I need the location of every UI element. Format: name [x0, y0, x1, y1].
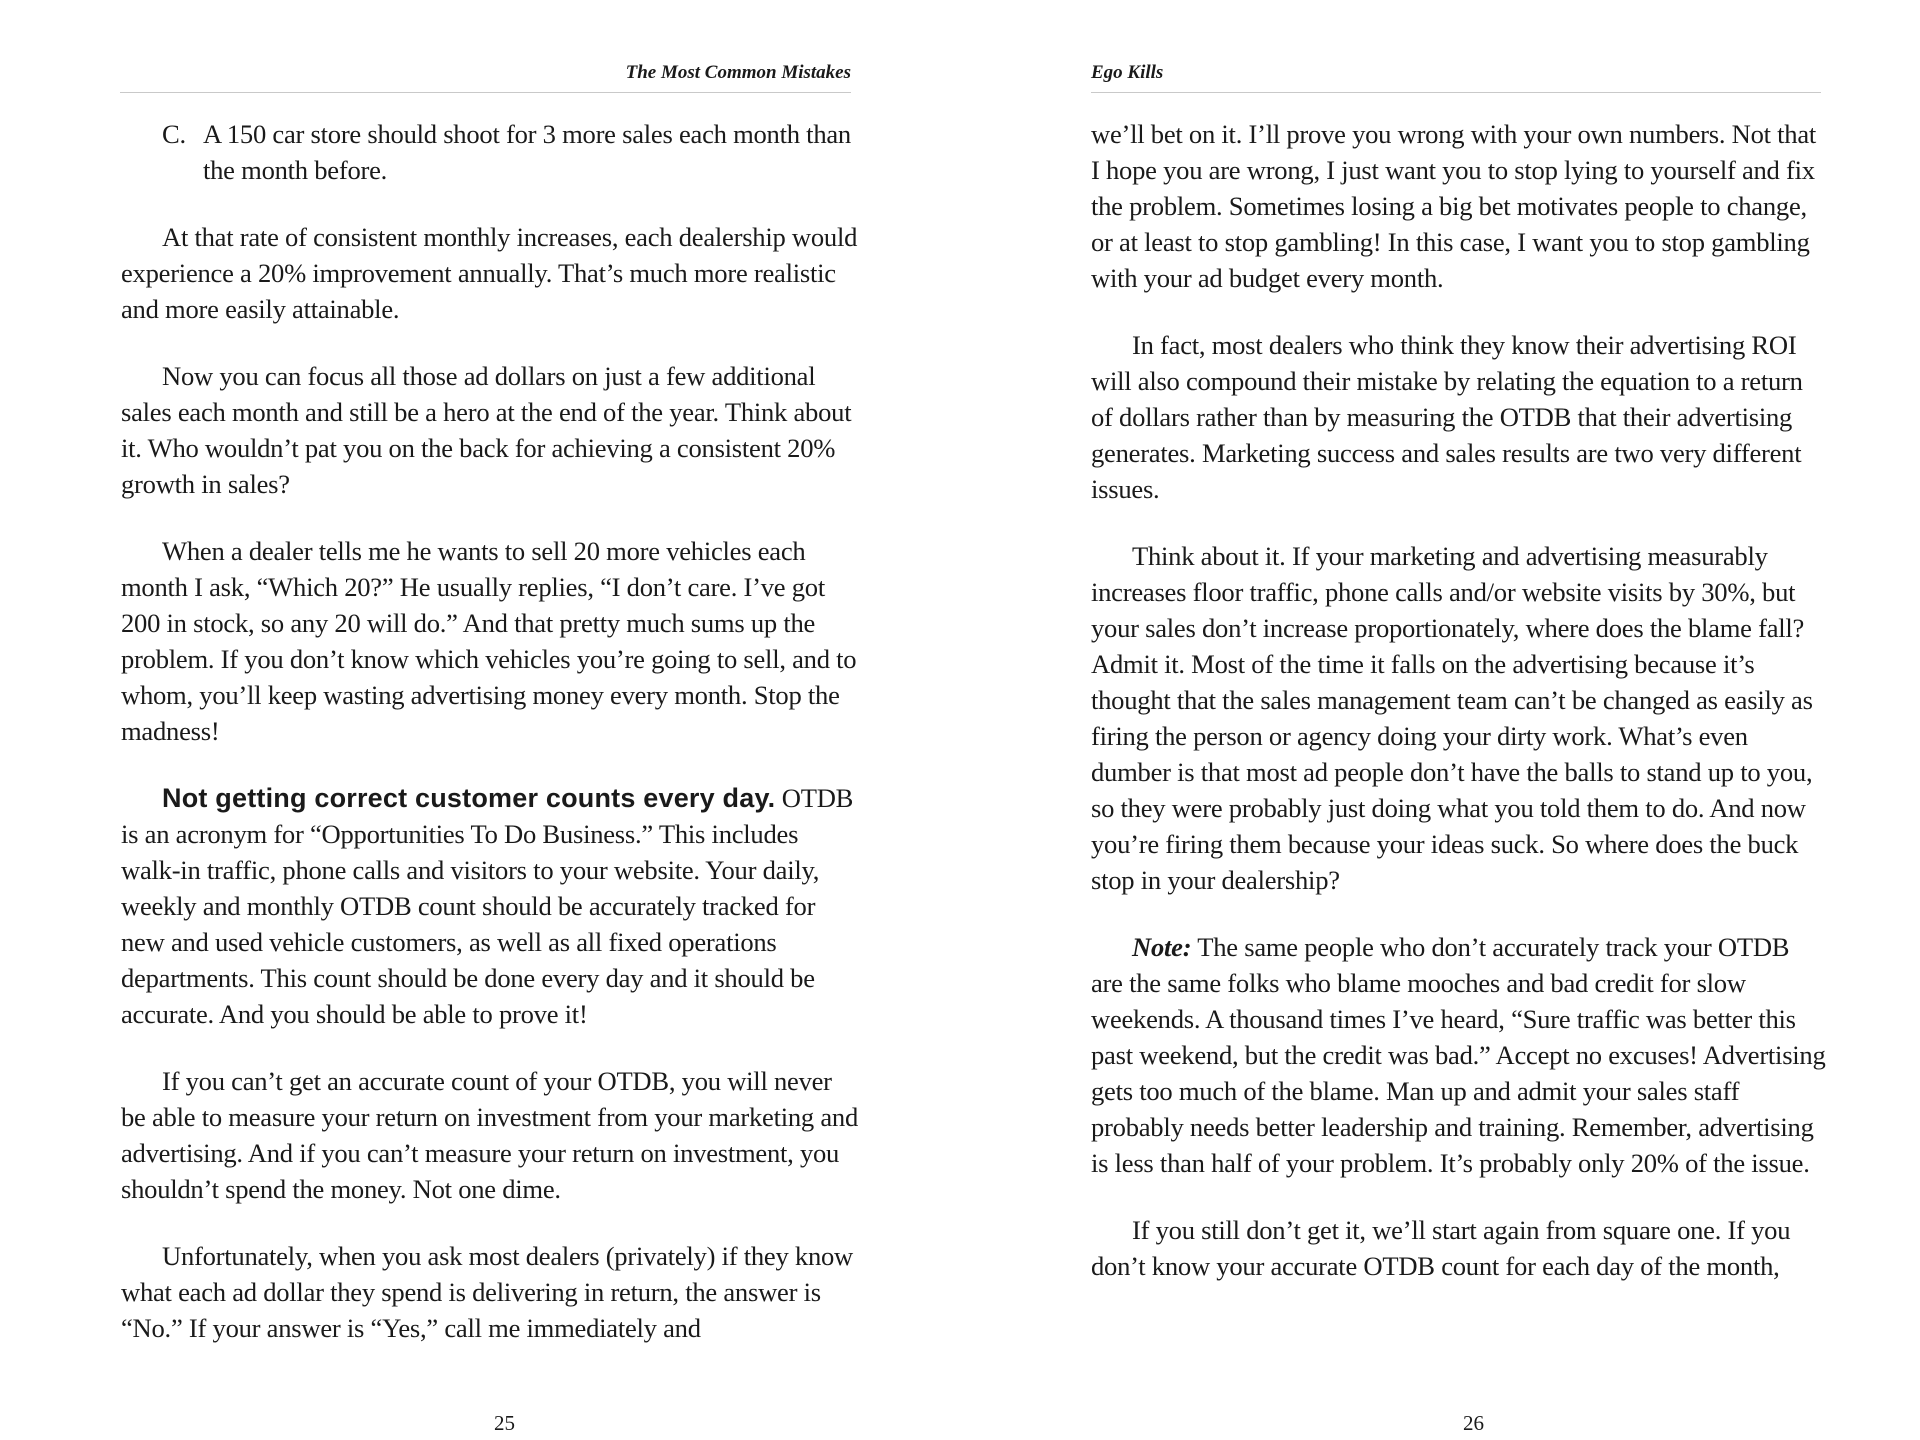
running-head-left: The Most Common Mistakes	[625, 62, 851, 83]
left-page-body	[121, 116, 861, 1377]
paragraph: When a dealer tells me he wants to sell 20 more vehicles each month I ask, “Which 20?” He usually replies, “I don’t care. I’ve got 200 in stock, so any 20 will do.” And that pretty much sums up the problem. If you don’t know which vehicles you’re going to sell, and to whom, you’ll keep wasting advertising money every month. Stop the madness!	[121, 536, 857, 746]
paragraph: In fact, most dealers who think they know their advertising ROI will also compound their mistake by relating the equation to a return of dollars rather than by measuring the OTDB that their advertising generates. Marketing success and sales results are two very different issues.	[1091, 330, 1803, 504]
header-rule-right	[1091, 92, 1821, 93]
section-heading-paragraph	[121, 780, 861, 1032]
note-text: The same people who don’t accurately track your OTDB are the same folks who blame mooches and bad credit for slow weekends. A thousand times I’ve heard, “Sure traffic was better this past weekend, but the credit was bad.” Accept no excuses! Advertising gets too much of the blame. Man up and admit your sales staff probably needs better leadership and training. Remember, advertising is less than half of your problem. It’s probably only 20% of the issue.	[1091, 932, 1826, 1178]
paragraph: Now you can focus all those ad dollars on just a few additional sales each month and still be a hero at the end of the year. Think about it. Who wouldn’t pat you on the back for achieving a consistent 20% growth in sales?	[121, 361, 852, 499]
list-item-text: A 150 car store should shoot for 3 more sales each month than the month before.	[203, 119, 851, 185]
note-paragraph	[1091, 929, 1827, 1181]
continuation-paragraph: we’ll bet on it. I’ll prove you wrong with your own numbers. Not that I hope you are wrong, I just want you to stop lying to yourself and fix the problem. Sometimes losing a big bet motivates people to change, or at least to stop gambling! In this case, I want you to stop gambling with your ad budget every month.	[1091, 119, 1817, 293]
page-number-left: 25	[494, 1411, 515, 1435]
paragraph: Unfortunately, when you ask most dealers (privately) if they know what each ad dollar they spend is delivering in return, the answer is “No.” If your answer is “Yes,” call me immediately and	[121, 1241, 854, 1343]
right-page	[960, 0, 1920, 1440]
paragraph: If you still don’t get it, we’ll start again from square one. If you don’t know your accurate OTDB count for each day of the month,	[1091, 1215, 1791, 1281]
section-heading-text: OTDB is an acronym for “Opportunities To Do Business.” This includes walk-in traffic, phone calls and visitors to your website. Your daily, weekly and monthly OTDB count should be accurately tracked for new and used vehicle customers, as well as all fixed operations departments. This count should be done every day and it should be accurate. And you should be able to prove it!	[121, 783, 854, 1029]
running-head-right: Ego Kills	[1091, 62, 1164, 83]
paragraph: At that rate of consistent monthly increases, each dealership would experience a 20% improvement annually. That’s much more realistic and more easily attainable.	[121, 222, 858, 324]
list-item-c	[162, 116, 861, 188]
section-heading: Not getting correct customer counts every day.	[162, 783, 776, 813]
list-marker: C.	[162, 119, 186, 149]
paragraph: If you can’t get an accurate count of your OTDB, you will never be able to measure your return on investment from your marketing and advertising. And if you can’t measure your return on investment, you shouldn’t spend the money. Not one dime.	[121, 1066, 859, 1204]
page-number-right: 26	[1463, 1411, 1484, 1435]
paragraph: Think about it. If your marketing and advertising measurably increases floor traffic, phone calls and/or website visits by 30%, but your sales don’t increase proportionately, where does the blame fall? Admit it. Most of the time it falls on the advertising because it’s thought that the sales management team can’t be changed as easily as firing the person or agency doing your dirty work. What’s even dumber is that most ad people don’t have the balls to stand up to you, so they were probably just doing what you told them to do. And now you’re firing them because your ideas suck. So where does the buck stop in your dealership?	[1091, 541, 1813, 895]
note-label: Note:	[1132, 932, 1192, 962]
header-rule-left	[120, 92, 851, 93]
right-page-body	[1091, 116, 1827, 1315]
